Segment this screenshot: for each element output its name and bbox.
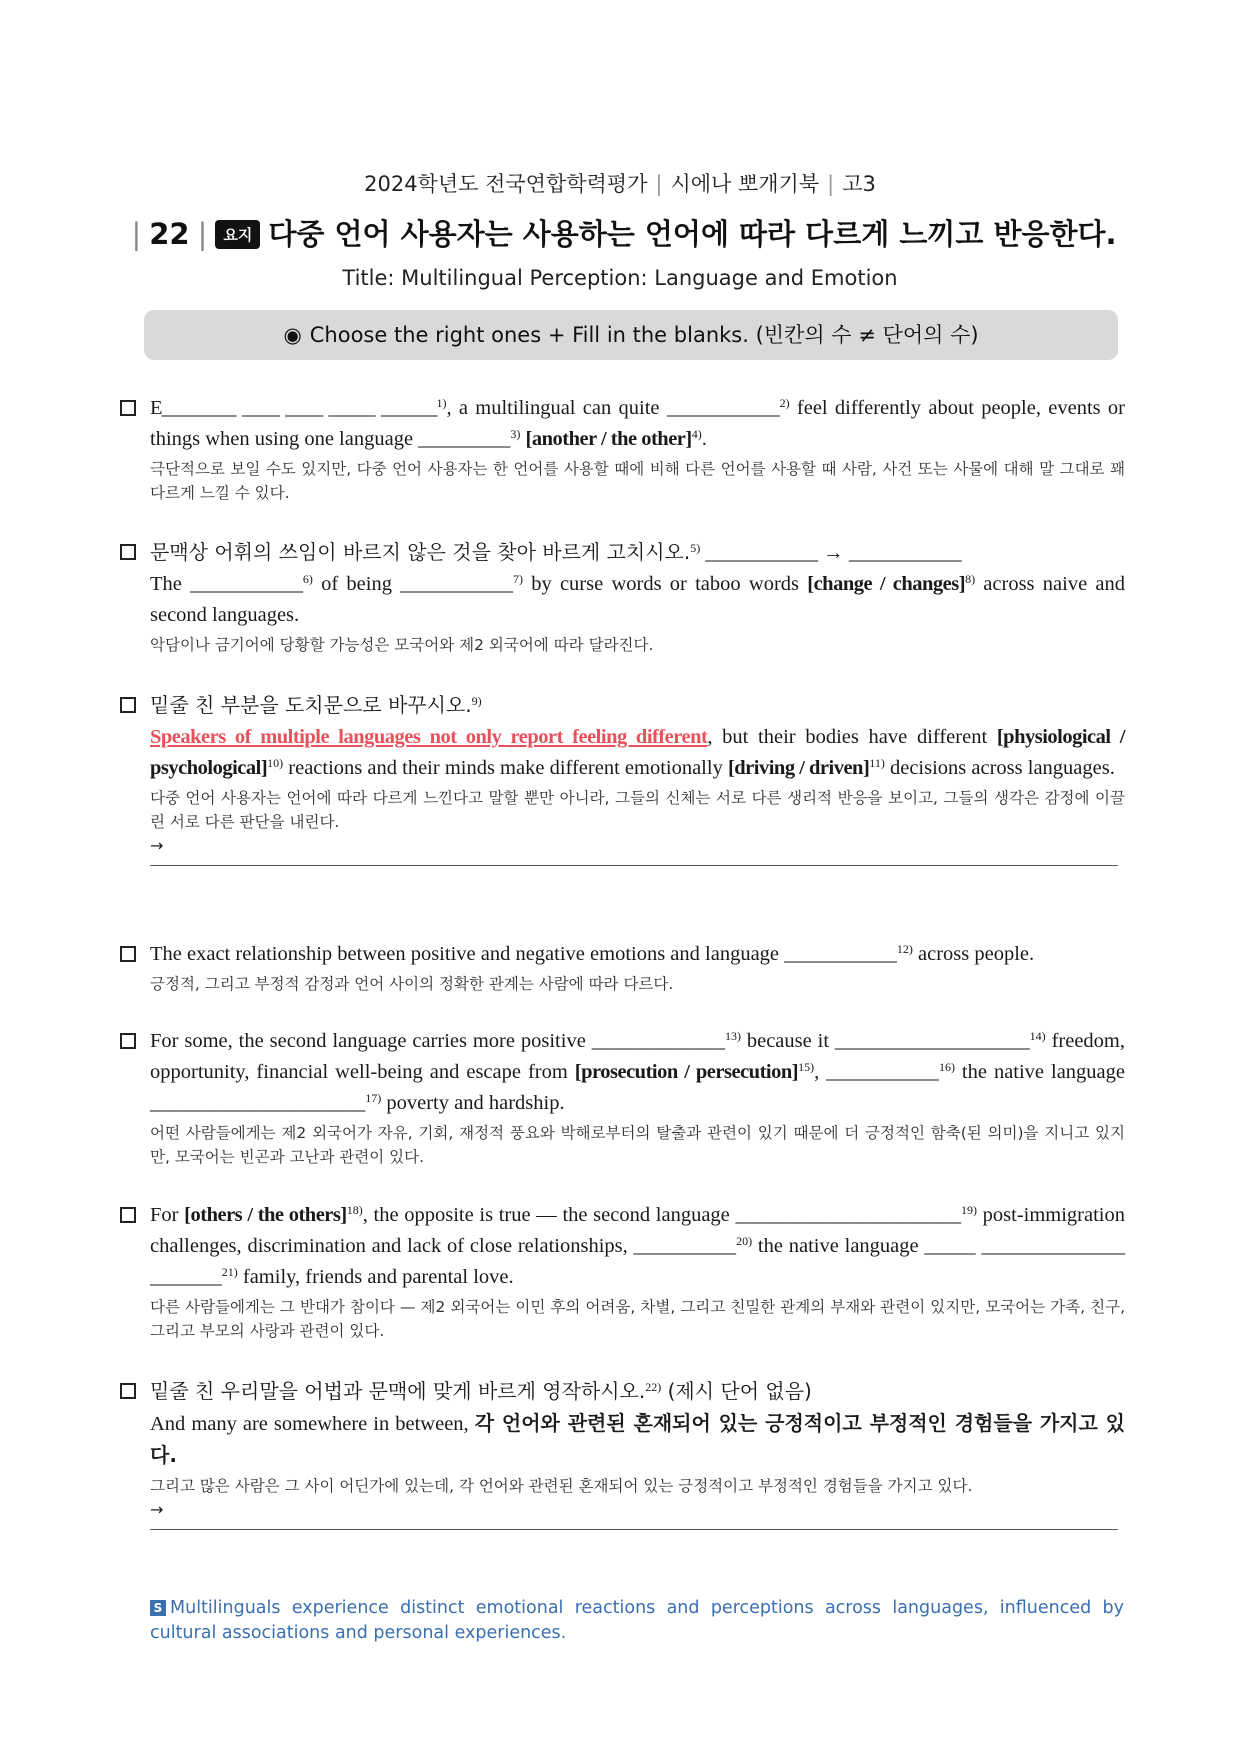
checkbox-icon[interactable] <box>120 400 136 416</box>
checkbox-icon[interactable] <box>120 946 136 962</box>
question-item-7 <box>120 1376 1125 1530</box>
header-separator: | <box>827 172 835 196</box>
choice-option[interactable]: [driving / driven] <box>727 757 870 779</box>
summary-icon: S <box>150 1600 166 1616</box>
korean-translation: 극단적으로 보일 수도 있지만, 다중 언어 사용자는 한 언어를 사용할 때에 비해 다른 언어를 사용할 때 사람, 사건 또는 사물에 대해 말 그대로 꽤 다르게 느낄 수 있다. <box>150 460 1125 502</box>
question-item-4 <box>120 939 1125 996</box>
question-prompt: 밑줄 친 부분을 도치문으로 바꾸시오. <box>150 693 472 717</box>
answer-input-line[interactable] <box>150 1519 1118 1530</box>
header-exam: 2024학년도 전국연합학력평가 <box>364 172 648 196</box>
english-sentence: 밑줄 친 우리말을 어법과 문맥에 맞게 바르게 영작하시오.$^{22)}$ (제시 단어 없음) And many are somewhere in between, 각 언어와 관련된 혼재되어 있는 긍정적이고 부정적인 경험들을 가지고 있다. <box>150 1379 1126 1467</box>
choice-option[interactable]: [another / the other] <box>525 428 692 450</box>
checkbox-icon[interactable] <box>120 1207 136 1223</box>
question-prompt: 문맥상 어휘의 쓰임이 바르지 않은 것을 찾아 바르게 고치시오. <box>150 540 691 564</box>
english-sentence: For [others / the others]$^{18)}$, the opposite is true — the second language ______________________$^{19)}$ post-immigration challenges, discrimination and lack of close relationships, __________$^{20)}$ the native language _____ ______________ _______$^{21)}$ family, friends and parental love. <box>150 1203 1125 1288</box>
target-icon: ◉ <box>283 323 302 347</box>
underlined-target: Speakers of multiple languages not only report feeling different <box>150 726 708 748</box>
checkbox-icon[interactable] <box>120 544 136 560</box>
korean-translation: 긍정적, 그리고 부정적 감정과 언어 사이의 정확한 관계는 사람에 따라 다르다. <box>150 975 674 993</box>
question-item-3 <box>120 690 1125 866</box>
title-bar: | <box>131 217 142 251</box>
checkbox-icon[interactable] <box>120 1383 136 1399</box>
header-grade: 고3 <box>842 172 876 196</box>
instruction-box <box>144 310 1118 360</box>
arrow-icon: → <box>150 836 164 855</box>
korean-translation: 그리고 많은 사람은 그 사이 어딘가에 있는데, 각 언어와 관련된 혼재되어 있는 긍정적이고 부정적인 경험들을 가지고 있다. <box>150 1477 973 1495</box>
checkbox-icon[interactable] <box>120 1033 136 1049</box>
choice-option[interactable]: [prosecution / persecution] <box>574 1061 799 1083</box>
korean-translation: 어떤 사람들에게는 제2 외국어가 자유, 기회, 재정적 풍요와 박해로부터의 탈출과 관련이 있기 때문에 더 긍정적인 함축(된 의미)을 지니고 있지만, 모국어는 빈곤과 고난과 관련이 있다. <box>150 1124 1125 1166</box>
arrow-icon: → <box>150 1500 164 1519</box>
answer-input-line[interactable] <box>150 855 1118 866</box>
english-sentence: For some, the second language carries more positive _____________$^{13)}$ because it ___________________$^{14)}$ freedom, opportunity, financial well-being and escape from [prosecution / persecution]$^{15)}$, ___________$^{16)}$ the native language _____________________$^{17)}$ poverty and hardship. <box>150 1029 1126 1114</box>
page-title <box>0 212 1240 253</box>
question-item-1 <box>120 393 1125 505</box>
instruction-text: Choose the right ones + Fill in the blanks. (빈칸의 수 ≠ 단어의 수) <box>309 323 979 347</box>
korean-prompt: 각 언어와 관련된 혼재되어 있는 긍정적이고 부정적인 경험들을 가지고 있다. <box>150 1411 1126 1467</box>
summary-box <box>150 1596 1124 1646</box>
topic-badge: 요지 <box>215 220 260 249</box>
korean-translation: 다중 언어 사용자는 언어에 따라 다르게 느낀다고 말할 뿐만 아니라, 그들의 신체는 서로 다른 생리적 반응을 보이고, 그들의 생각은 감정에 이끌린 서로 다른 판단을 내린다. <box>150 789 1125 831</box>
header-book: 시에나 뽀개기북 <box>670 172 820 196</box>
header-separator: | <box>655 172 663 196</box>
question-prompt: 밑줄 친 우리말을 어법과 문맥에 맞게 바르게 영작하시오. <box>150 1379 646 1403</box>
question-item-5 <box>120 1026 1125 1169</box>
header-line <box>0 168 1240 198</box>
title-bar: | <box>197 217 208 251</box>
english-sentence: E________ ____ ____ _____ ______$^{1)}$, a multilingual can quite ___________$^{2)}$ feel differently about people, events or things when using one language _________$^{3)}$ [another / the other]$^{4)}$. <box>150 396 1125 450</box>
question-number: 22 <box>149 217 190 251</box>
passage-title: Title: Multilingual Perception: Language and Emotion <box>342 266 898 290</box>
choice-option[interactable]: [change / changes] <box>807 573 966 595</box>
question-item-6 <box>120 1200 1125 1343</box>
checkbox-icon[interactable] <box>120 697 136 713</box>
korean-translation: 악담이나 금기어에 당황할 가능성은 모국어와 제2 외국어에 따라 달라진다. <box>150 636 654 654</box>
question-item-2 <box>120 537 1125 657</box>
choice-option[interactable]: [others / the others] <box>184 1204 347 1226</box>
title-text: 다중 언어 사용자는 사용하는 언어에 따라 다르게 느끼고 반응한다. <box>268 217 1117 251</box>
english-sentence: 밑줄 친 부분을 도치문으로 바꾸시오.$^{9)}$ Speakers of multiple languages not only report feeling different, but their bodies have different [physiological / psychological]$^{10)}$ reactions and their minds make different emotionally [driving / driven]$^{11)}$ decisions across languages. <box>150 693 1125 779</box>
choice-option[interactable]: [physiological / psychological] <box>150 726 1125 779</box>
english-sentence: The exact relationship between positive and negative emotions and language ___________$^{12)}$ across people. <box>150 942 1035 965</box>
korean-translation: 다른 사람들에게는 그 반대가 참이다 — 제2 외국어는 이민 후의 어려움, 차별, 그리고 친밀한 관계의 부재와 관련이 있지만, 모국어는 가족, 친구, 그리고 부모의 사랑과 관련이 있다. <box>150 1298 1125 1340</box>
english-sentence: 문맥상 어휘의 쓰임이 바르지 않은 것을 찾아 바르게 고치시오.$^{5)}$ ___________ → ___________ The ___________$^{6)}$ of being ___________$^{7)}$ by curse words or taboo words [change / changes]$^{8)}$ across naive and second languages. <box>150 540 1126 626</box>
summary-text: Multilinguals experience distinct emotional reactions and perceptions across languages, influenced by cultural associations and personal experiences. <box>150 1598 1124 1643</box>
